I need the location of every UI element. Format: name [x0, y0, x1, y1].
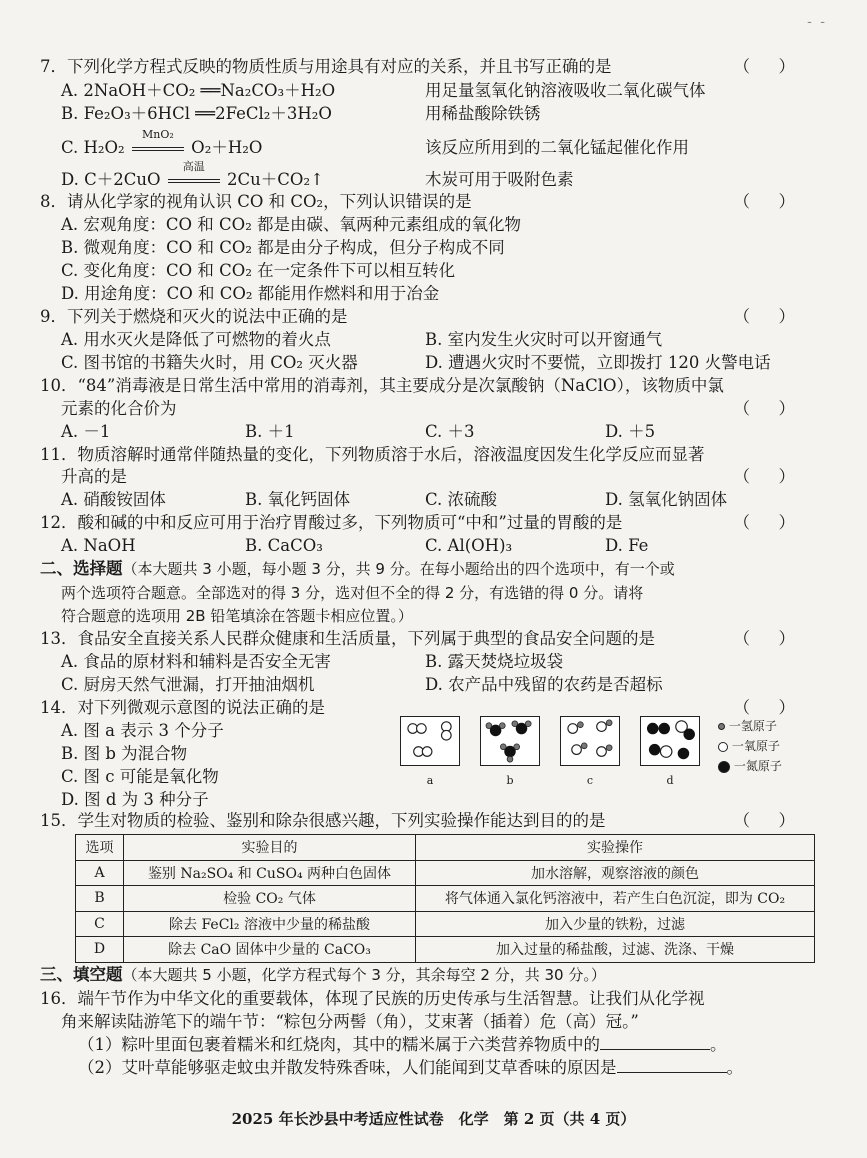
q7-option-c-use: 该反应所用到的二氧化锰起催化作用 [425, 138, 689, 157]
micro-diagram [400, 716, 820, 786]
experiment-table [75, 834, 815, 963]
section2-header [40, 558, 675, 580]
q12-option-c: C. Al(OH)₃ [425, 536, 513, 555]
micro-label-b: b [506, 774, 514, 787]
nitrogen-atom-icon [718, 761, 730, 773]
q8-stem: 8．请从化学家的视角认识 CO 和 CO₂，下列认识错误的是 [40, 192, 472, 211]
q9-paren: （ ） [733, 307, 801, 326]
q12-stem: 12．酸和碱的中和反应可用于治疗胃酸过多，下列物质可“中和”过量的胃酸的是 [40, 513, 623, 532]
q16-sub2-end: 。 [726, 1058, 743, 1077]
q16-sub1 [78, 1034, 727, 1056]
q14-option-c: C. 图 c 可能是氧化物 [61, 767, 219, 786]
q16-sub1-blank[interactable] [600, 1034, 710, 1050]
q10-option-d: D. ＋5 [605, 422, 656, 441]
table-header-option: 选项 [76, 835, 124, 861]
q14-paren: （ ） [733, 698, 801, 717]
q11-option-d: D. 氢氧化钠固体 [605, 490, 728, 509]
section3-title: 三、填空题 [40, 965, 123, 984]
table-cell: B [76, 886, 124, 912]
q7-option-d-equation [61, 160, 324, 191]
q7-d-condition: 高温 [182, 160, 205, 173]
q11-option-a: A. 硝酸铵固体 [61, 490, 166, 509]
q7-c-condition-arrow [130, 128, 186, 159]
q13-option-a: A. 食品的原材料和辅料是否安全无害 [61, 652, 331, 671]
q10-option-c: C. ＋3 [425, 422, 475, 441]
q11-stem-line2: 升高的是 [61, 467, 127, 486]
table-row [76, 860, 815, 886]
q9-option-b: B. 室内发生火灾时可以开窗通气 [425, 330, 663, 349]
q16-sub2-blank[interactable] [617, 1057, 727, 1073]
micro-label-c: c [586, 774, 594, 787]
section2-title: 二、选择题 [40, 559, 123, 578]
q7-option-d-use: 木炭可用于吸附色素 [425, 170, 574, 189]
table-cell: 除去 FeCl₂ 溶液中少量的稀盐酸 [124, 911, 416, 937]
q10-option-b: B. ＋1 [245, 422, 295, 441]
q8-option-b: B. 微观角度：CO 和 CO₂ 都是由分子构成，但分子构成不同 [61, 238, 505, 257]
q7-c-left: C. H₂O₂ [61, 138, 125, 157]
section2-desc-line2: 两个选项符合题意。全部选对的得 3 分，选对但不全的得 2 分，有选错的得 0 分。请将 [61, 584, 644, 602]
q12-option-a: A. NaOH [61, 536, 136, 555]
q15-stem: 15．学生对物质的检验、鉴别和除杂很感兴趣，下列实验操作能达到目的的是 [40, 811, 606, 830]
q14-option-d: D. 图 d 为 3 种分子 [61, 790, 209, 809]
page-footer: 2025 年长沙县中考适应性试卷 化学 第 2 页（共 4 页） [231, 1110, 636, 1128]
table-header-operation: 实验操作 [416, 835, 815, 861]
q8-option-c: C. 变化角度：CO 和 CO₂ 在一定条件下可以相互转化 [61, 261, 456, 280]
section3-desc: （本大题共 5 小题，化学方程式每个 3 分，其余每空 2 分，共 30 分。） [122, 966, 606, 984]
oxygen-atom-icon [718, 742, 728, 752]
q13-option-d: D. 农产品中残留的农药是否超标 [425, 675, 663, 694]
q7-c-right: O₂＋H₂O [191, 138, 263, 157]
legend-hydrogen-label: 一氢原子 [728, 719, 777, 733]
q12-option-d: D. Fe [605, 536, 649, 555]
section3-header [40, 964, 606, 986]
q10-stem-line1: 10．“84”消毒液是日常生活中常用的消毒剂，其主要成分是次氯酸钠（NaClO），该物质中氯 [40, 376, 724, 395]
table-cell: C [76, 911, 124, 937]
q9-option-a: A. 用水灭火是降低了可燃物的着火点 [61, 330, 331, 349]
section2-desc-line1: （本大题共 3 小题，每小题 3 分，共 9 分。在每小题给出的四个选项中，有一个或 [122, 560, 675, 578]
q13-paren: （ ） [733, 629, 801, 648]
atom-legend [718, 716, 782, 776]
q12-option-b: B. CaCO₃ [245, 536, 323, 555]
legend-hydrogen [718, 716, 782, 736]
q10-option-a: A. －1 [61, 422, 111, 441]
micro-label-d: d [666, 774, 674, 787]
q7-d-right: 2Cu＋CO₂↑ [227, 170, 324, 189]
q7-option-c-equation [61, 128, 263, 159]
table-cell: 鉴别 Na₂SO₄ 和 CuSO₄ 两种白色固体 [124, 860, 416, 886]
q16-sub2-text: （2）艾叶草能够驱走蚊虫并散发特殊香味，人们能闻到艾草香味的原因是 [78, 1058, 617, 1077]
section2-desc-line3: 符合题意的选项用 2B 铅笔填涂在答题卡相应位置。） [61, 607, 413, 625]
q11-option-b: B. 氧化钙固体 [245, 490, 351, 509]
q11-option-c: C. 浓硫酸 [425, 490, 498, 509]
table-cell: 加水溶解，观察溶液的颜色 [416, 860, 815, 886]
q9-option-d: D. 遭遇火灾时不要慌，立即拨打 120 火警电话 [425, 353, 771, 372]
q10-stem-line2: 元素的化合价为 [61, 399, 177, 418]
q16-stem-line2: 角来解读陆游笔下的端午节：“粽包分两髻（角），艾束著（插着）危（高）冠。” [61, 1012, 639, 1031]
q8-option-d: D. 用途角度：CO 和 CO₂ 都能用作燃料和用于冶金 [61, 284, 440, 303]
table-header-purpose: 实验目的 [124, 835, 416, 861]
table-cell: A [76, 860, 124, 886]
q7-option-a-equation: A. 2NaOH＋CO₂ ══Na₂CO₃＋H₂O [61, 81, 336, 100]
micro-box-d [640, 716, 700, 766]
q14-option-a: A. 图 a 表示 3 个分子 [61, 721, 224, 740]
table-cell: 除去 CaO 固体中少量的 CaCO₃ [124, 937, 416, 963]
corner-mark: - - [807, 14, 827, 30]
q14-stem: 14．对下列微观示意图的说法正确的是 [40, 698, 325, 717]
q7-c-condition: MnO₂ [142, 128, 174, 141]
q8-paren: （ ） [733, 192, 801, 211]
q16-sub2 [78, 1057, 743, 1079]
micro-label-a: a [426, 774, 434, 787]
q7-d-condition-arrow [166, 160, 222, 191]
q15-paren: （ ） [733, 811, 801, 830]
q13-option-b: B. 露天焚烧垃圾袋 [425, 652, 564, 671]
table-row [76, 937, 815, 963]
q16-stem-line1: 16．端午节作为中华文化的重要载体，体现了民族的历史传承与生活智慧。让我们从化学视 [40, 989, 705, 1008]
q13-stem: 13．食品安全直接关系人民群众健康和生活质量，下列属于典型的食品安全问题的是 [40, 629, 655, 648]
table-row [76, 886, 815, 912]
q7-option-b-equation: B. Fe₂O₃＋6HCl ══2FeCl₂＋3H₂O [61, 104, 332, 123]
table-cell: 加入过量的稀盐酸，过滤、洗涤、干燥 [416, 937, 815, 963]
q8-option-a: A. 宏观角度：CO 和 CO₂ 都是由碳、氧两种元素组成的氧化物 [61, 215, 522, 234]
q11-stem-line1: 11．物质溶解时通常伴随热量的变化，下列物质溶于水后，溶液温度因发生化学反应而显著 [40, 445, 705, 464]
table-cell: 加入少量的铁粉，过滤 [416, 911, 815, 937]
micro-box-a [400, 716, 460, 766]
micro-box-b [480, 716, 540, 766]
q7-stem: 7．下列化学方程式反映的物质性质与用途具有对应的关系，并且书写正确的是 [40, 57, 612, 76]
legend-nitrogen [718, 756, 782, 776]
table-cell: 将气体通入氯化钙溶液中，若产生白色沉淀，即为 CO₂ [416, 886, 815, 912]
q7-d-left: D. C＋2CuO [61, 170, 161, 189]
q9-option-c: C. 图书馆的书籍失火时，用 CO₂ 灭火器 [61, 353, 358, 372]
q7-option-a-use: 用足量氢氧化钠溶液吸收二氧化碳气体 [425, 81, 706, 100]
table-row [76, 911, 815, 937]
q7-paren: （ ） [733, 57, 801, 76]
hydrogen-atom-icon [718, 723, 725, 730]
q11-paren: （ ） [733, 467, 801, 486]
table-header-row [76, 835, 815, 861]
micro-box-c [560, 716, 620, 766]
q13-option-c: C. 厨房天然气泄漏，打开抽油烟机 [61, 675, 315, 694]
q16-sub1-end: 。 [710, 1035, 727, 1054]
q9-stem: 9．下列关于燃烧和灭火的说法中正确的是 [40, 307, 348, 326]
table-cell: D [76, 937, 124, 963]
q16-sub1-text: （1）粽叶里面包裹着糯米和红烧肉，其中的糯米属于六类营养物质中的 [78, 1035, 600, 1054]
q7-option-b-use: 用稀盐酸除铁锈 [425, 104, 541, 123]
legend-oxygen [718, 736, 782, 756]
legend-nitrogen-label: 一氮原子 [733, 759, 782, 773]
q10-paren: （ ） [733, 399, 801, 418]
table-cell: 检验 CO₂ 气体 [124, 886, 416, 912]
legend-oxygen-label: 一氧原子 [731, 739, 780, 753]
q12-paren: （ ） [733, 513, 801, 532]
q14-option-b: B. 图 b 为混合物 [61, 744, 188, 763]
